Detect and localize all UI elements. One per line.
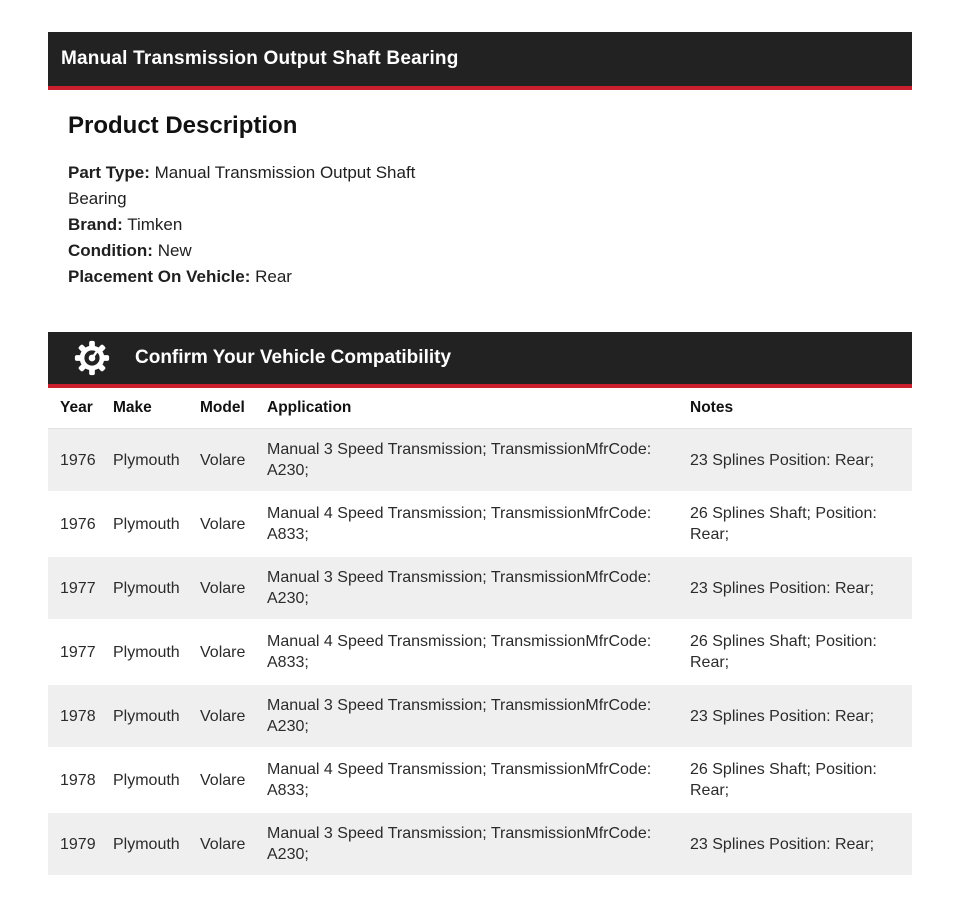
cell-application: Manual 4 Speed Transmission; TransmissionMfrCode: A833; — [267, 505, 652, 543]
column-header-notes: Notes — [690, 388, 912, 429]
attribute-label: Part Type: — [68, 163, 150, 182]
compatibility-heading: Confirm Your Vehicle Compatibility — [135, 347, 452, 368]
gear-icon — [73, 339, 111, 377]
cell-make: Plymouth — [113, 451, 180, 469]
cell-application: Manual 4 Speed Transmission; TransmissionMfrCode: A833; — [267, 761, 652, 799]
cell-make: Plymouth — [113, 643, 180, 661]
attribute-value: New — [157, 241, 192, 260]
table-row — [48, 748, 912, 812]
column-header-make: Make — [113, 388, 200, 429]
attribute-value: Manual Transmission Output Shaft Bearing — [68, 163, 416, 208]
cell-model: Volare — [200, 515, 246, 533]
cell-year: 1976 — [60, 515, 96, 533]
attribute-condition — [68, 238, 418, 264]
product-attributes — [68, 160, 418, 290]
cell-make: Plymouth — [113, 579, 180, 597]
cell-year: 1977 — [60, 579, 96, 597]
cell-notes: 26 Splines Shaft; Position: Rear; — [690, 505, 877, 543]
cell-notes: 23 Splines Position: Rear; — [690, 835, 875, 853]
column-header-model: Model — [200, 388, 267, 429]
cell-year: 1976 — [60, 451, 96, 469]
cell-model: Volare — [200, 771, 246, 789]
cell-make: Plymouth — [113, 515, 180, 533]
attribute-placement — [68, 264, 418, 290]
cell-year: 1977 — [60, 643, 96, 661]
table-row — [48, 492, 912, 556]
cell-make: Plymouth — [113, 835, 180, 853]
table-row — [48, 684, 912, 748]
cell-notes: 26 Splines Shaft; Position: Rear; — [690, 761, 877, 799]
cell-notes: 23 Splines Position: Rear; — [690, 579, 875, 597]
cell-application: Manual 3 Speed Transmission; TransmissionMfrCode: A230; — [267, 569, 652, 607]
product-title: Manual Transmission Output Shaft Bearing — [61, 48, 459, 69]
attribute-part-type — [68, 160, 418, 212]
compatibility-section — [48, 332, 912, 877]
cell-model: Volare — [200, 707, 246, 725]
cell-application: Manual 4 Speed Transmission; TransmissionMfrCode: A833; — [267, 633, 652, 671]
column-header-application: Application — [267, 388, 690, 429]
cell-year: 1978 — [60, 771, 96, 789]
cell-application: Manual 3 Speed Transmission; TransmissionMfrCode: A230; — [267, 825, 652, 863]
attribute-label: Brand: — [68, 215, 123, 234]
table-row — [48, 556, 912, 620]
column-header-year: Year — [48, 388, 113, 429]
product-description-section — [48, 112, 912, 290]
attribute-value: Rear — [255, 267, 292, 286]
product-title-bar — [48, 32, 912, 90]
cell-application: Manual 3 Speed Transmission; TransmissionMfrCode: A230; — [267, 441, 652, 479]
compatibility-table — [48, 388, 912, 877]
cell-model: Volare — [200, 835, 246, 853]
cell-year: 1978 — [60, 707, 96, 725]
cell-notes: 23 Splines Position: Rear; — [690, 707, 875, 725]
table-row — [48, 812, 912, 876]
cell-make: Plymouth — [113, 707, 180, 725]
cell-notes: 26 Splines Shaft; Position: Rear; — [690, 633, 877, 671]
description-heading: Product Description — [68, 112, 298, 139]
attribute-label: Placement On Vehicle: — [68, 267, 251, 286]
compatibility-header-bar — [48, 332, 912, 388]
cell-model: Volare — [200, 643, 246, 661]
cell-model: Volare — [200, 579, 246, 597]
table-header-row — [48, 388, 912, 429]
cell-notes: 23 Splines Position: Rear; — [690, 451, 875, 469]
table-row — [48, 429, 912, 493]
attribute-brand — [68, 212, 418, 238]
attribute-value: Timken — [127, 215, 183, 234]
cell-application: Manual 3 Speed Transmission; TransmissionMfrCode: A230; — [267, 697, 652, 735]
cell-make: Plymouth — [113, 771, 180, 789]
cell-model: Volare — [200, 451, 246, 469]
cell-year: 1979 — [60, 835, 96, 853]
table-row — [48, 620, 912, 684]
attribute-label: Condition: — [68, 241, 153, 260]
